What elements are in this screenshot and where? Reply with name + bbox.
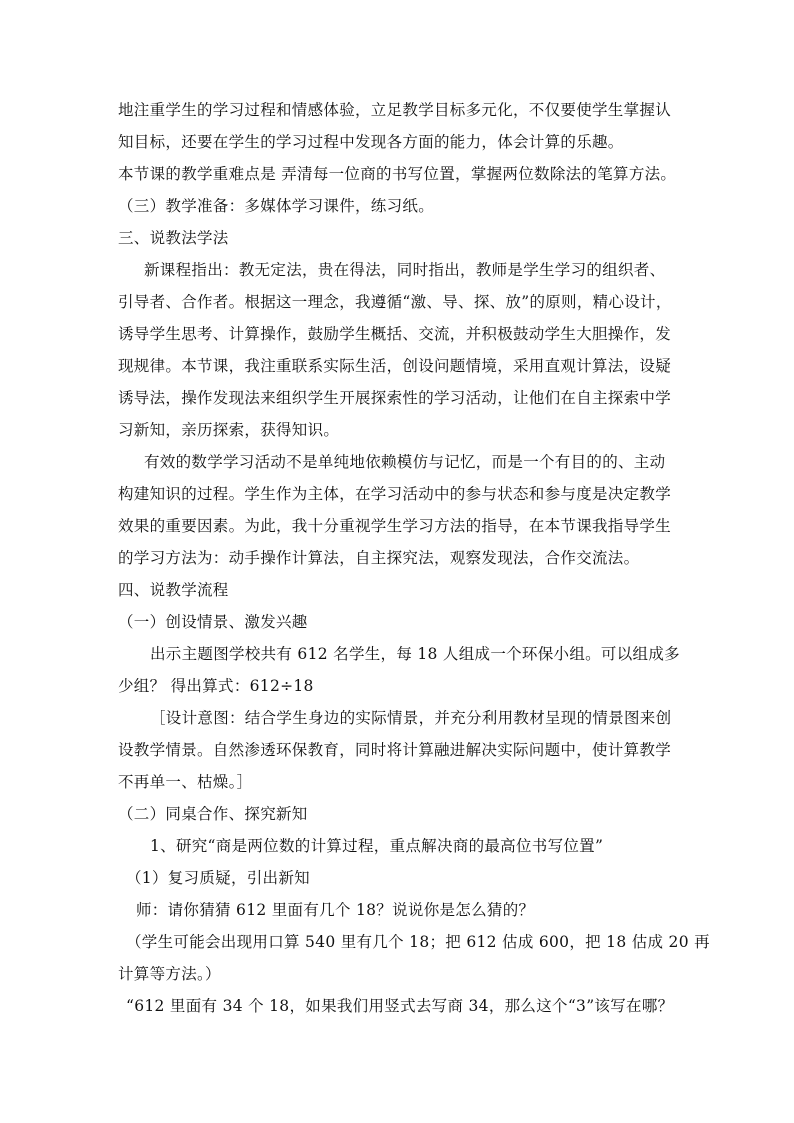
section-subheading: （一）创设情景、激发兴趣 [118,613,308,631]
paragraph-line: 诱导学生思考、计算操作，鼓励学生概括、交流，并积极鼓动学生大胆操作，发 [118,325,672,343]
section-heading: 四、说教学流程 [118,581,229,599]
paragraph-line: 有效的数学学习活动不是单纯地依赖模仿与记忆，而是一个有目的的、主动 [144,453,666,471]
paragraph-line: “612 里面有 34 个 18，如果我们用竖式去写商 34，那么这个“3”该写在哪？ [126,997,674,1015]
section-heading: 三、说教法学法 [118,229,229,247]
paragraph-line: 构建知识的过程。学生作为主体，在学习活动中的参与状态和参与度是决定教学 [118,485,672,503]
paragraph-line: 知目标，还要在学生的学习过程中发现各方面的能力，体会计算的乐趣。 [118,133,624,151]
paragraph-line: （学生可能会出现用口算 540 里有几个 18；把 612 估成 600，把 18 估成 20 再 [126,933,710,951]
paragraph-line: 1、研究“商是两位数的计算过程，重点解决商的最高位书写位置” [150,837,604,855]
paragraph-line: ［设计意图：结合学生身边的实际情景，并充分利用教材呈现的情景图来创 [150,709,672,727]
paragraph-line: （1）复习质疑，引出新知 [126,869,310,887]
paragraph-line: 新课程指出：教无定法，贵在得法，同时指出，教师是学生学习的组织者、 [144,261,666,279]
paragraph-line: 地注重学生的学习过程和情感体验，立足教学目标多元化，不仅要使学生掌握认 [118,101,672,119]
paragraph-line: 计算等方法。） [118,965,221,983]
section-subheading: （三）教学准备：多媒体学习课件，练习纸。 [118,197,435,215]
paragraph-line: 少组？ 得出算式：612÷18 [118,677,314,695]
paragraph-line: 引导者、合作者。根据这一理念，我遵循“激、导、探、放”的原则，精心设计， [118,293,672,311]
paragraph-line: 习新知，亲历探索，获得知识。 [118,421,340,439]
paragraph-line: 本节课的教学重难点是 弄清每一位商的书写位置，掌握两位数除法的笔算方法。 [118,165,677,183]
paragraph-line: 的学习方法为：动手操作计算法，自主探究法，观察发现法，合作交流法。 [118,549,640,567]
paragraph-line: 诱导法，操作发现法来组织学生开展探索性的学习活动，让他们在自主探索中学 [118,389,672,407]
paragraph-line: 设教学情景。自然渗透环保教育，同时将计算融进解决实际问题中，使计算教学 [118,741,672,759]
paragraph-line: 现规律。本节课，我注重联系实际生活，创设问题情境，采用直观计算法，设疑 [118,357,672,375]
paragraph-line: 出示主题图学校共有 612 名学生，每 18 人组成一个环保小组。可以组成多 [150,645,680,663]
paragraph-line: 师：请你猜猜 612 里面有几个 18？说说你是怎么猜的？ [136,901,535,919]
section-subheading: （二）同桌合作、探究新知 [118,805,308,823]
paragraph-line: 不再单一、枯燥。］ [118,773,253,791]
paragraph-line: 效果的重要因素。为此，我十分重视学生学习方法的指导，在本节课我指导学生 [118,517,672,535]
